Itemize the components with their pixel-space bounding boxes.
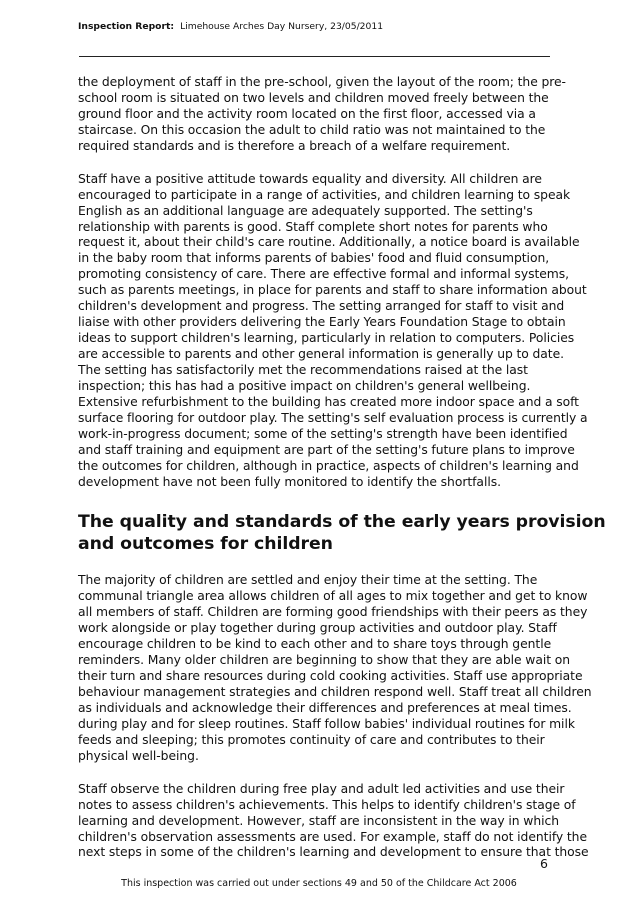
text-line: The majority of children are settled and enjoy their time at the setting. The xyxy=(78,573,538,588)
text-line: communal triangle area allows children of all ages to mix together and get to know xyxy=(78,589,588,604)
text-line: liaise with other providers delivering the Early Years Foundation Stage to obtain xyxy=(78,315,566,330)
text-line: and staff training and equipment are part of the setting's future plans to improve xyxy=(78,442,575,457)
text-line: Staff observe the children during free play and adult led activities and use their xyxy=(78,781,565,796)
text-line: during play and for sleep routines. Staff follow babies' individual routines for milk xyxy=(78,716,575,731)
text-line: staircase. On this occasion the adult to child ratio was not maintained to the xyxy=(78,122,546,137)
text-line: school room is situated on two levels and children moved freely between the xyxy=(78,90,549,105)
text-line: The setting has satisfactorily met the recommendations raised at the last xyxy=(78,362,528,377)
text-line: Extensive refurbishment to the building has created more indoor space and a soft xyxy=(78,394,579,409)
text-line: as individuals and acknowledge their differences and preferences at meal times. xyxy=(78,700,572,715)
paragraph-staff-deployment xyxy=(78,75,566,155)
text-line: feeds and sleeping; this promotes continuity of care and contributes to their xyxy=(78,732,545,747)
text-line: children's development and progress. The setting arranged for staff to visit and xyxy=(78,299,565,314)
text-line: encouraged to participate in a range of activities, and children learning to speak xyxy=(78,187,571,202)
text-line: relationship with parents is good. Staff complete short notes for parents who xyxy=(78,219,548,234)
paragraph-equality-diversity xyxy=(78,171,588,491)
text-line: English as an additional language are adequately supported. The setting's xyxy=(78,203,533,218)
text-line: development have not been fully monitored to identify the shortfalls. xyxy=(78,474,501,489)
text-line: request it, about their child's care routine. Additionally, a notice board is available xyxy=(78,235,580,250)
header-text: Limehouse Arches Day Nursery, 23/05/2011 xyxy=(180,21,384,32)
text-line: notes to assess children's achievements. This helps to identify children's stage of xyxy=(78,797,576,812)
heading-line: The quality and standards of the early years provision xyxy=(78,512,606,533)
text-line: promoting consistency of care. There are effective formal and informal systems, xyxy=(78,267,570,282)
text-line: work-in-progress document; some of the setting's strength have been identified xyxy=(78,426,568,441)
text-line: Staff have a positive attitude towards equality and diversity. All children are xyxy=(78,171,542,186)
text-line: children's observation assessments are used. For example, staff do not identify the xyxy=(78,829,587,844)
text-line: their turn and share resources during cold cooking activities. Staff use appropriate xyxy=(78,669,583,684)
text-line: are accessible to parents and other general information is generally up to date. xyxy=(78,347,564,361)
text-line: inspection; this has had a positive impact on children's general wellbeing. xyxy=(78,378,531,393)
section-heading xyxy=(78,512,606,555)
text-line: the outcomes for children, although in practice, aspects of children's learning and xyxy=(78,458,579,473)
text-line: such as parents meetings, in place for parents and staff to share information about xyxy=(78,283,587,298)
text-line: learning and development. However, staff are inconsistent in the way in which xyxy=(78,813,559,828)
text-line: physical well-being. xyxy=(78,748,199,763)
text-line: encourage children to be kind to each other and to share toys through gentle xyxy=(78,637,552,652)
page-footer: This inspection was carried out under sections 49 and 50 of the Childcare Act 2006 xyxy=(121,878,517,889)
text-line: in the baby room that informs parents of babies' food and fluid consumption, xyxy=(78,251,550,266)
text-line: required standards and is therefore a breach of a welfare requirement. xyxy=(78,138,511,153)
text-line: the deployment of staff in the pre-school, given the layout of the room; the pre- xyxy=(78,75,566,89)
text-line: ground floor and the activity room located on the first floor, accessed via a xyxy=(78,106,536,121)
page-number: 6 xyxy=(540,856,548,871)
heading-line: and outcomes for children xyxy=(78,533,333,554)
text-line: surface flooring for outdoor play. The setting's self evaluation process is currently a xyxy=(78,410,588,425)
text-line: next steps in some of the children's learning and development to ensure that those xyxy=(78,845,589,860)
text-line: ideas to support children's learning, particularly in relation to computers. Policies xyxy=(78,331,575,346)
page-body xyxy=(78,75,606,861)
text-line: all members of staff. Children are forming good friendships with their peers as they xyxy=(78,605,588,620)
text-line: reminders. Many older children are beginning to show that they are able wait on xyxy=(78,653,571,668)
paragraph-observations xyxy=(78,781,589,862)
header-label: Inspection Report: xyxy=(78,21,175,32)
paragraph-children-settled xyxy=(78,573,592,764)
text-line: behaviour management strategies and children respond well. Staff treat all children xyxy=(78,685,592,699)
page-header xyxy=(78,20,558,33)
text-line: work alongside or play together during group activities and outdoor play. Staff xyxy=(78,621,557,636)
header-divider xyxy=(79,56,550,57)
